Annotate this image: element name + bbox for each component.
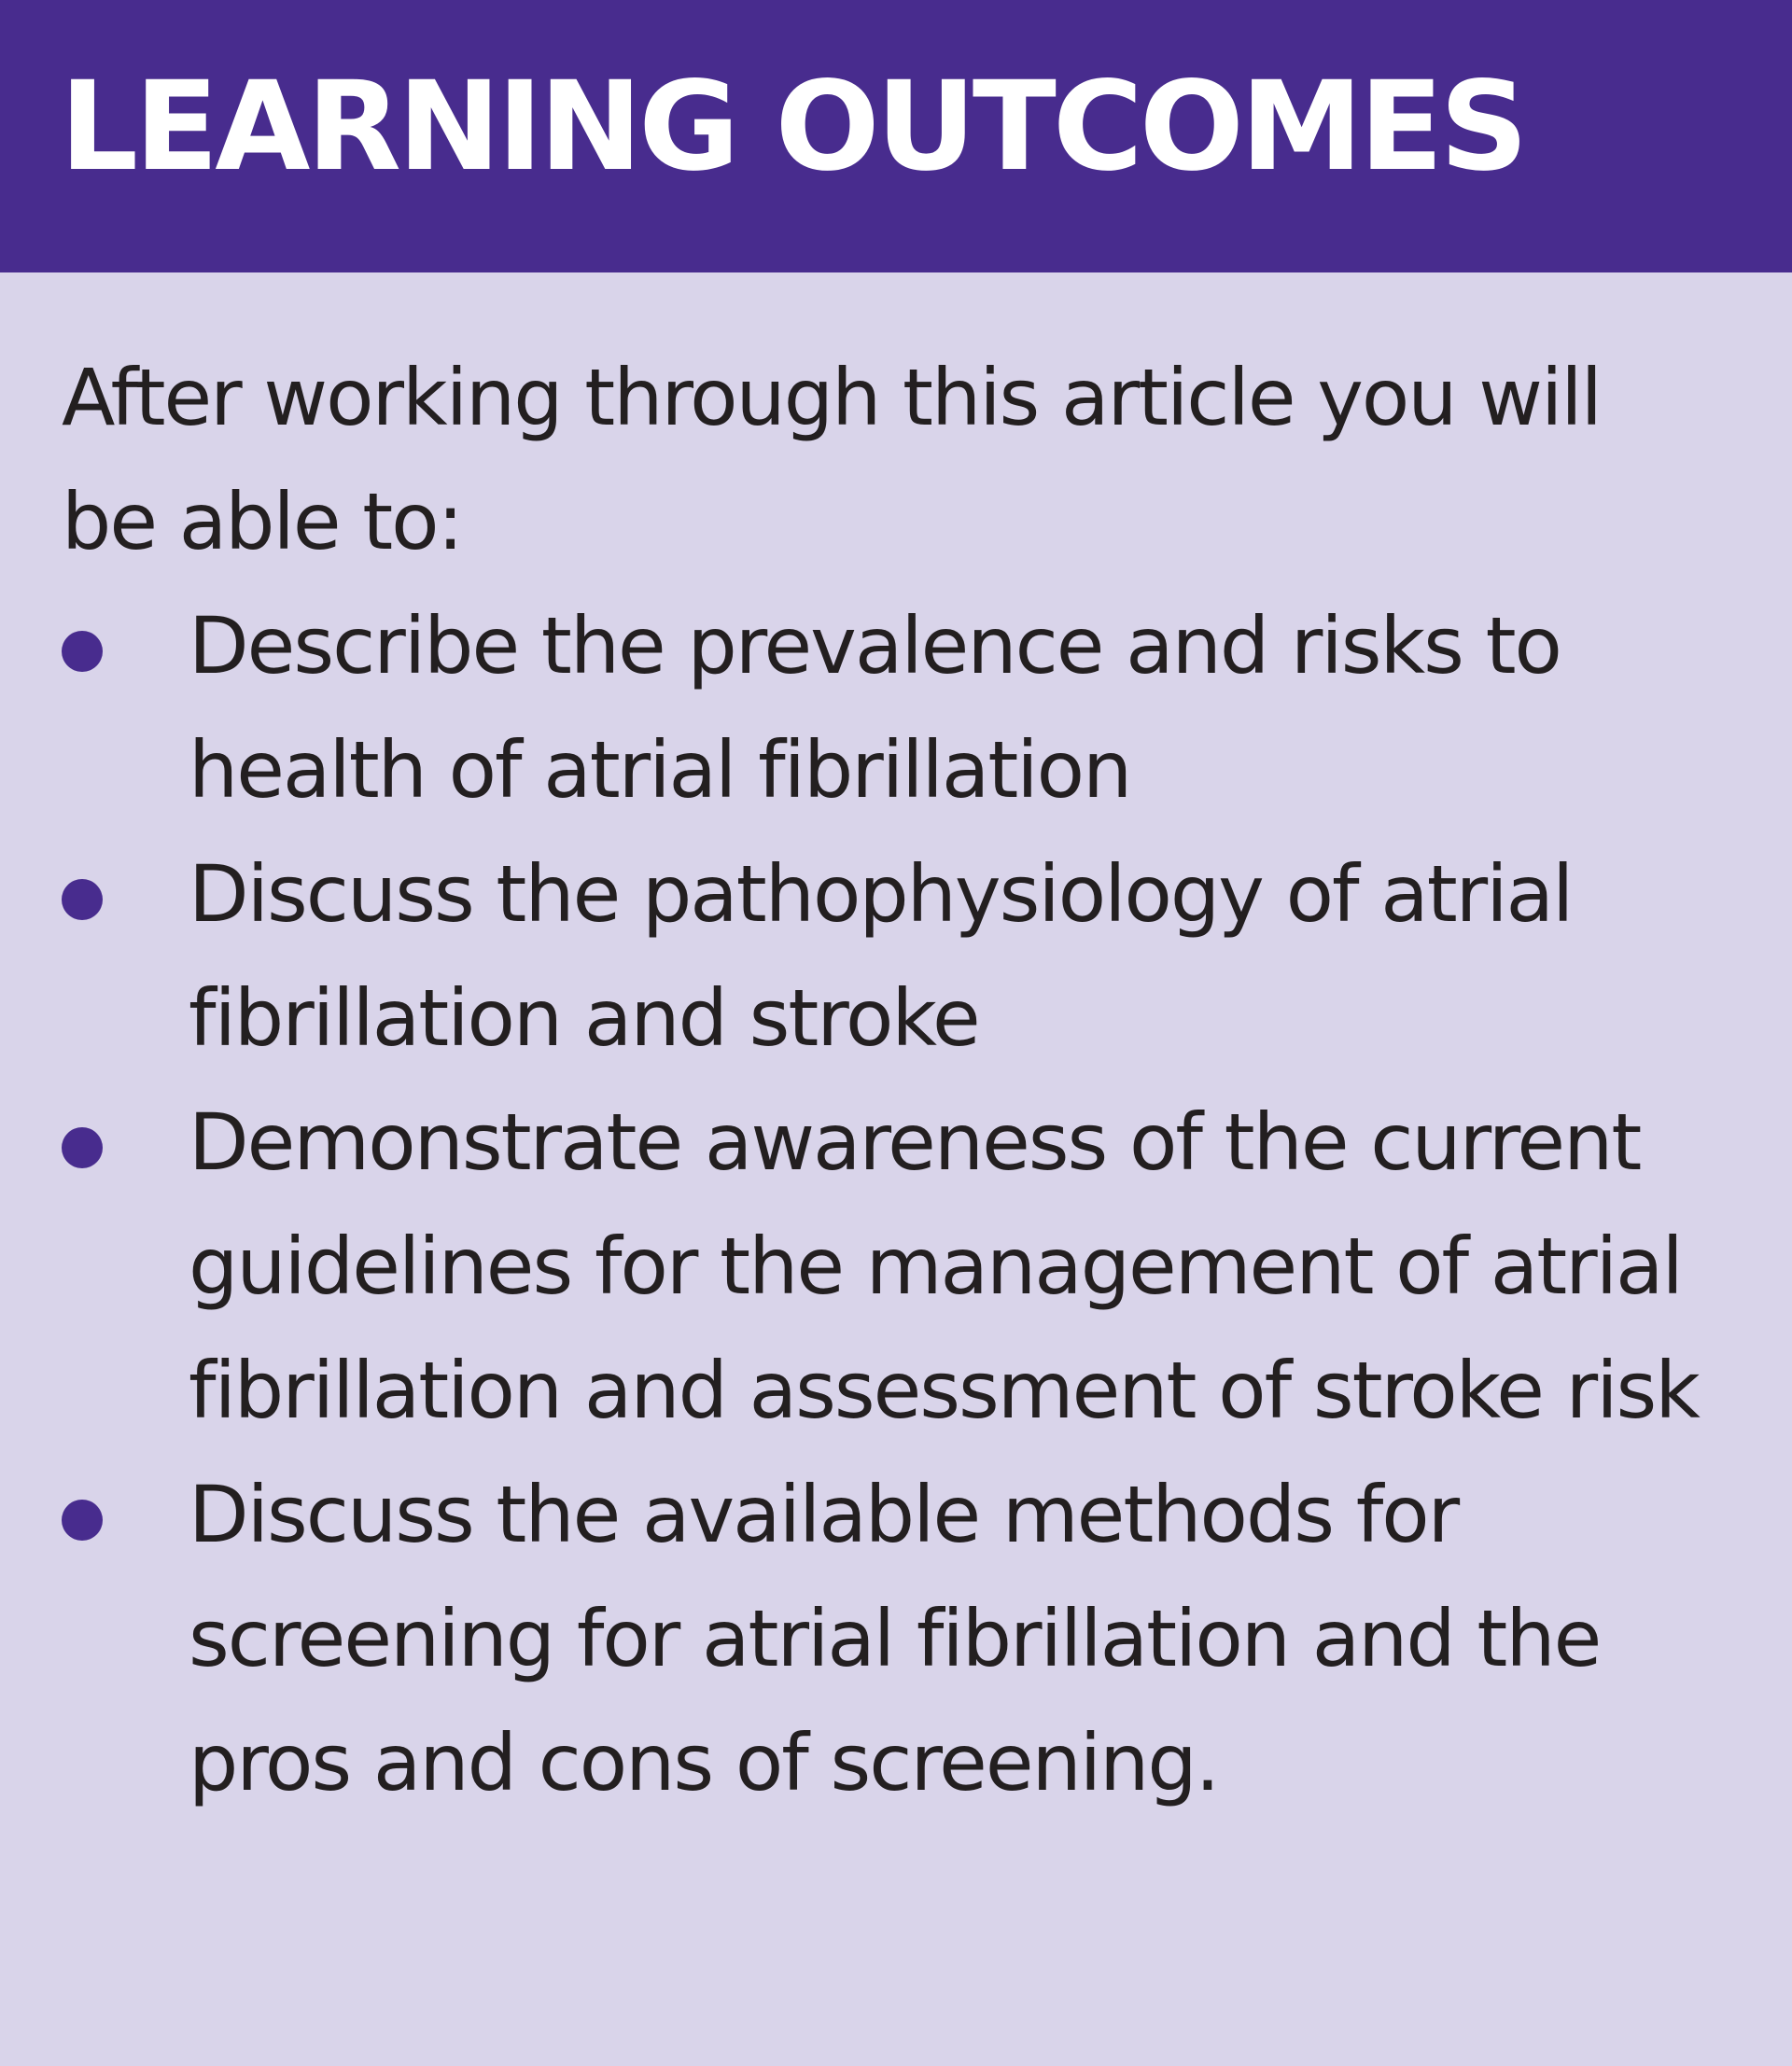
bullet-dot-icon bbox=[62, 1500, 103, 1541]
outcome-item bbox=[62, 1081, 1719, 1453]
bullet-dot-icon bbox=[62, 1127, 103, 1168]
outcomes-list bbox=[62, 584, 1742, 1825]
outcome-text: Discuss the available methods for screening for atrial fibrillation and the pros and cons of screening. bbox=[189, 1469, 1601, 1808]
outcome-item bbox=[62, 584, 1719, 832]
outcome-text: Demonstrate awareness of the current guidelines for the management of atrial fibrillation and assessment of stroke risk bbox=[189, 1096, 1699, 1436]
page-title: LEARNING OUTCOMES bbox=[60, 55, 1525, 199]
bullet-dot-icon bbox=[62, 631, 103, 672]
intro-text: After working through this article you will be able to: bbox=[62, 352, 1601, 567]
content-area bbox=[62, 336, 1742, 1825]
outcome-text: Discuss the pathophysiology of atrial fibrillation and stroke bbox=[189, 848, 1573, 1064]
bullet-dot-icon bbox=[62, 879, 103, 920]
outcome-item bbox=[62, 832, 1719, 1081]
outcome-text: Describe the prevalence and risks to health of atrial fibrillation bbox=[189, 600, 1561, 816]
outcome-item bbox=[62, 1453, 1719, 1825]
header-bar bbox=[0, 0, 1792, 272]
